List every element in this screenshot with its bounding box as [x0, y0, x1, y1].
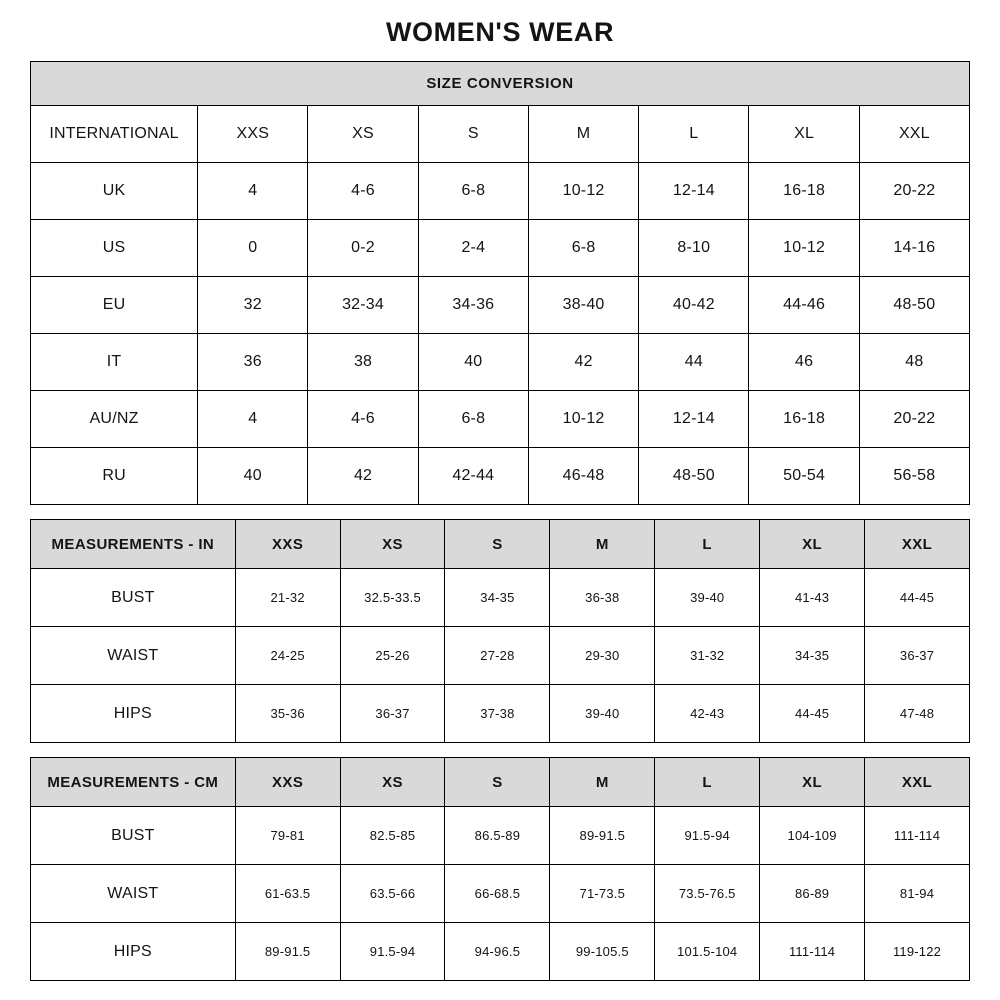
row-label-cell: IT	[31, 334, 198, 391]
value-cell: 94-96.5	[445, 923, 550, 981]
row-label-cell: US	[31, 220, 198, 277]
value-cell: 86-89	[760, 865, 865, 923]
value-cell: 89-91.5	[235, 923, 340, 981]
value-cell: 10-12	[528, 163, 638, 220]
value-cell: 4	[198, 391, 308, 448]
row-label-cell: EU	[31, 277, 198, 334]
size-conversion-table	[30, 61, 970, 505]
size-header-cell: XL	[760, 758, 865, 807]
size-header-cell: L	[655, 520, 760, 569]
size-header-cell: XXS	[198, 106, 308, 163]
row-label-cell: UK	[31, 163, 198, 220]
value-cell: 16-18	[749, 391, 859, 448]
size-header-cell: S	[445, 520, 550, 569]
page-title: WOMEN'S WEAR	[385, 17, 615, 47]
value-cell: 32	[198, 277, 308, 334]
value-cell: 16-18	[749, 163, 859, 220]
size-header-cell: XXL	[865, 758, 970, 807]
value-cell: 40	[418, 334, 528, 391]
table-row	[31, 220, 970, 277]
value-cell: 0	[198, 220, 308, 277]
value-cell: 101.5-104	[655, 923, 760, 981]
size-header-cell: S	[418, 106, 528, 163]
value-cell: 24-25	[235, 627, 340, 685]
header-row	[31, 106, 970, 163]
value-cell: 36-38	[550, 569, 655, 627]
table-row	[31, 391, 970, 448]
value-cell: 20-22	[859, 391, 969, 448]
table-row	[31, 807, 970, 865]
size-header-cell: XL	[760, 520, 865, 569]
value-cell: 79-81	[235, 807, 340, 865]
value-cell: 10-12	[749, 220, 859, 277]
size-header-cell: XS	[308, 106, 418, 163]
value-cell: 39-40	[655, 569, 760, 627]
value-cell: 42-44	[418, 448, 528, 505]
value-cell: 0-2	[308, 220, 418, 277]
table-row	[31, 163, 970, 220]
row-label-cell: BUST	[31, 807, 236, 865]
table-banner: SIZE CONVERSION	[31, 62, 970, 106]
value-cell: 6-8	[418, 391, 528, 448]
value-cell: 48	[859, 334, 969, 391]
row-label-cell: HIPS	[31, 923, 236, 981]
value-cell: 35-36	[235, 685, 340, 743]
value-cell: 4-6	[308, 391, 418, 448]
value-cell: 41-43	[760, 569, 865, 627]
value-cell: 104-109	[760, 807, 865, 865]
header-label-cell: INTERNATIONAL	[31, 106, 198, 163]
header-label-cell: MEASUREMENTS - CM	[31, 758, 236, 807]
table-row	[31, 865, 970, 923]
value-cell: 34-35	[445, 569, 550, 627]
value-cell: 39-40	[550, 685, 655, 743]
table-row	[31, 923, 970, 981]
value-cell: 44-45	[760, 685, 865, 743]
value-cell: 14-16	[859, 220, 969, 277]
table-row	[31, 569, 970, 627]
value-cell: 37-38	[445, 685, 550, 743]
value-cell: 32.5-33.5	[340, 569, 445, 627]
banner-row	[31, 62, 970, 106]
value-cell: 48-50	[639, 448, 749, 505]
value-cell: 38	[308, 334, 418, 391]
measurements-in-table	[30, 519, 970, 743]
value-cell: 2-4	[418, 220, 528, 277]
header-row	[31, 758, 970, 807]
value-cell: 61-63.5	[235, 865, 340, 923]
value-cell: 36	[198, 334, 308, 391]
header-label-cell: MEASUREMENTS - IN	[31, 520, 236, 569]
size-header-cell: XXL	[865, 520, 970, 569]
size-header-cell: XL	[749, 106, 859, 163]
table-row	[31, 448, 970, 505]
value-cell: 56-58	[859, 448, 969, 505]
value-cell: 6-8	[528, 220, 638, 277]
measurements-cm-table	[30, 757, 970, 981]
value-cell: 40	[198, 448, 308, 505]
value-cell: 10-12	[528, 391, 638, 448]
value-cell: 25-26	[340, 627, 445, 685]
size-header-cell: M	[528, 106, 638, 163]
value-cell: 91.5-94	[340, 923, 445, 981]
row-label-cell: BUST	[31, 569, 236, 627]
value-cell: 4-6	[308, 163, 418, 220]
value-cell: 48-50	[859, 277, 969, 334]
value-cell: 46	[749, 334, 859, 391]
size-header-cell: XXS	[235, 520, 340, 569]
table-row	[31, 334, 970, 391]
value-cell: 36-37	[865, 627, 970, 685]
value-cell: 42	[308, 448, 418, 505]
value-cell: 50-54	[749, 448, 859, 505]
value-cell: 38-40	[528, 277, 638, 334]
value-cell: 29-30	[550, 627, 655, 685]
value-cell: 81-94	[865, 865, 970, 923]
value-cell: 73.5-76.5	[655, 865, 760, 923]
value-cell: 66-68.5	[445, 865, 550, 923]
value-cell: 20-22	[859, 163, 969, 220]
row-label-cell: HIPS	[31, 685, 236, 743]
value-cell: 36-37	[340, 685, 445, 743]
table-row	[31, 277, 970, 334]
value-cell: 12-14	[639, 163, 749, 220]
size-header-cell: XXS	[235, 758, 340, 807]
value-cell: 86.5-89	[445, 807, 550, 865]
value-cell: 46-48	[528, 448, 638, 505]
size-header-cell: XS	[340, 520, 445, 569]
size-header-cell: XXL	[859, 106, 969, 163]
value-cell: 119-122	[865, 923, 970, 981]
value-cell: 12-14	[639, 391, 749, 448]
value-cell: 42	[528, 334, 638, 391]
value-cell: 111-114	[865, 807, 970, 865]
row-label-cell: WAIST	[31, 627, 236, 685]
size-header-cell: XS	[340, 758, 445, 807]
value-cell: 44-46	[749, 277, 859, 334]
value-cell: 99-105.5	[550, 923, 655, 981]
value-cell: 71-73.5	[550, 865, 655, 923]
size-header-cell: M	[550, 758, 655, 807]
value-cell: 31-32	[655, 627, 760, 685]
value-cell: 40-42	[639, 277, 749, 334]
value-cell: 44	[639, 334, 749, 391]
table-row	[31, 627, 970, 685]
row-label-cell: WAIST	[31, 865, 236, 923]
value-cell: 8-10	[639, 220, 749, 277]
row-label-cell: AU/NZ	[31, 391, 198, 448]
value-cell: 89-91.5	[550, 807, 655, 865]
value-cell: 111-114	[760, 923, 865, 981]
size-header-cell: S	[445, 758, 550, 807]
size-header-cell: L	[639, 106, 749, 163]
header-row	[31, 520, 970, 569]
value-cell: 34-35	[760, 627, 865, 685]
table-row	[31, 685, 970, 743]
value-cell: 44-45	[865, 569, 970, 627]
value-cell: 32-34	[308, 277, 418, 334]
value-cell: 27-28	[445, 627, 550, 685]
value-cell: 34-36	[418, 277, 528, 334]
value-cell: 4	[198, 163, 308, 220]
size-header-cell: M	[550, 520, 655, 569]
value-cell: 63.5-66	[340, 865, 445, 923]
value-cell: 21-32	[235, 569, 340, 627]
value-cell: 47-48	[865, 685, 970, 743]
value-cell: 42-43	[655, 685, 760, 743]
size-header-cell: L	[655, 758, 760, 807]
value-cell: 91.5-94	[655, 807, 760, 865]
value-cell: 6-8	[418, 163, 528, 220]
value-cell: 82.5-85	[340, 807, 445, 865]
row-label-cell: RU	[31, 448, 198, 505]
